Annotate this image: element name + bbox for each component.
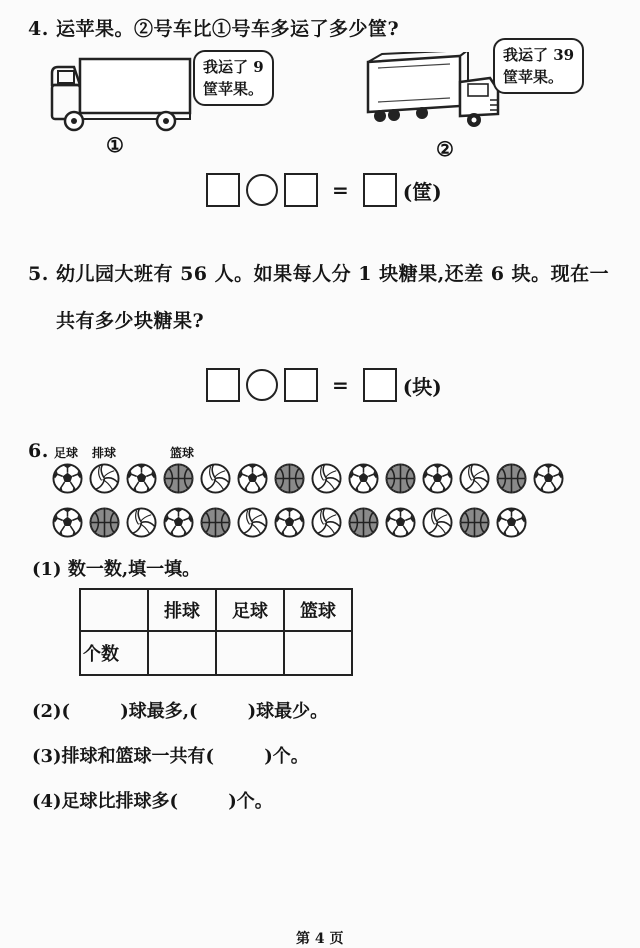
soccer-ball-icon: [52, 463, 83, 494]
truck-2-bubble-line-2: 筐苹果。: [503, 68, 564, 86]
soccer-ball-icon: [237, 463, 268, 494]
basketball-ball-icon: [274, 463, 305, 494]
answer-box-1[interactable]: [206, 368, 240, 402]
count-table: [79, 588, 353, 676]
volleyball-ball-icon: [237, 507, 268, 538]
table-header-basketball: 篮球: [284, 589, 352, 631]
question-6-part-2: (2)( )球最多,( )球最少。: [32, 701, 329, 722]
answer-box-result[interactable]: [363, 368, 397, 402]
volleyball-ball-icon: [459, 463, 490, 494]
volleyball-ball-icon: [200, 463, 231, 494]
truck-1-label: ①: [106, 133, 124, 157]
basketball-ball-icon: [459, 507, 490, 538]
truck-2-label: ②: [436, 137, 454, 161]
basketball-ball-icon: [163, 463, 194, 494]
soccer-ball-icon: [385, 507, 416, 538]
soccer-ball-icon: [496, 507, 527, 538]
question-5-line-1: 5. 幼儿园大班有 56 人。如果每人分 1 块糖果,还差 6 块。现在一: [28, 263, 610, 285]
equals-sign: =: [332, 178, 349, 202]
basketball-ball-icon: [385, 463, 416, 494]
operator-circle[interactable]: [246, 174, 278, 206]
basketball-ball-icon: [200, 507, 231, 538]
table-row-label: 个数: [80, 631, 148, 675]
table-header-soccer: 足球: [216, 589, 284, 631]
equals-sign: =: [332, 373, 349, 397]
legend-basketball-label: 篮球: [170, 446, 195, 460]
table-cell-volleyball-count[interactable]: [148, 631, 216, 675]
question-4-equation: [206, 173, 442, 207]
question-6-part-4: (4)足球比排球多( )个。: [32, 791, 273, 812]
truck-2-image: [362, 52, 512, 132]
soccer-ball-icon: [533, 463, 564, 494]
answer-box-1[interactable]: [206, 173, 240, 207]
soccer-ball-icon: [52, 507, 83, 538]
question-5-equation: [206, 368, 442, 402]
answer-box-result[interactable]: [363, 173, 397, 207]
table-cell-soccer-count[interactable]: [216, 631, 284, 675]
question-4-title: 4. 运苹果。②号车比①号车多运了多少筐?: [28, 18, 400, 40]
ball-row-1: [52, 463, 564, 494]
basketball-ball-icon: [89, 507, 120, 538]
volleyball-ball-icon: [89, 463, 120, 494]
table-header-volleyball: 排球: [148, 589, 216, 631]
answer-box-2[interactable]: [284, 173, 318, 207]
question-6-part-3: (3)排球和篮球一共有( )个。: [32, 746, 309, 767]
page-number: 第 4 页: [296, 931, 344, 947]
legend-volleyball-label: 排球: [92, 446, 117, 460]
legend-soccer-label: 足球: [54, 446, 79, 460]
truck-1-image: [48, 55, 198, 135]
answer-box-2[interactable]: [284, 368, 318, 402]
volleyball-ball-icon: [126, 507, 157, 538]
volleyball-ball-icon: [311, 463, 342, 494]
unit-label: (块): [402, 374, 442, 399]
soccer-ball-icon: [163, 507, 194, 538]
soccer-ball-icon: [274, 507, 305, 538]
soccer-ball-icon: [422, 463, 453, 494]
truck-2-speech-bubble: [493, 38, 584, 94]
question-5-line-2: 共有多少块糖果?: [56, 310, 205, 332]
basketball-ball-icon: [496, 463, 527, 494]
table-header-empty: [80, 589, 148, 631]
truck-2-bubble-line-1: 我运了 39: [503, 46, 575, 64]
table-cell-basketball-count[interactable]: [284, 631, 352, 675]
volleyball-ball-icon: [311, 507, 342, 538]
ball-row-2: [52, 507, 527, 538]
soccer-ball-icon: [126, 463, 157, 494]
soccer-ball-icon: [348, 463, 379, 494]
volleyball-ball-icon: [422, 507, 453, 538]
basketball-ball-icon: [348, 507, 379, 538]
question-6-number: 6.: [28, 440, 49, 462]
truck-1-bubble-line-1: 我运了 9: [203, 58, 264, 76]
operator-circle[interactable]: [246, 369, 278, 401]
unit-label: (筐): [402, 179, 442, 204]
truck-1-bubble-line-2: 筐苹果。: [203, 80, 264, 98]
truck-1-speech-bubble: [193, 50, 274, 106]
question-6-part-1: (1) 数一数,填一填。: [32, 559, 201, 580]
